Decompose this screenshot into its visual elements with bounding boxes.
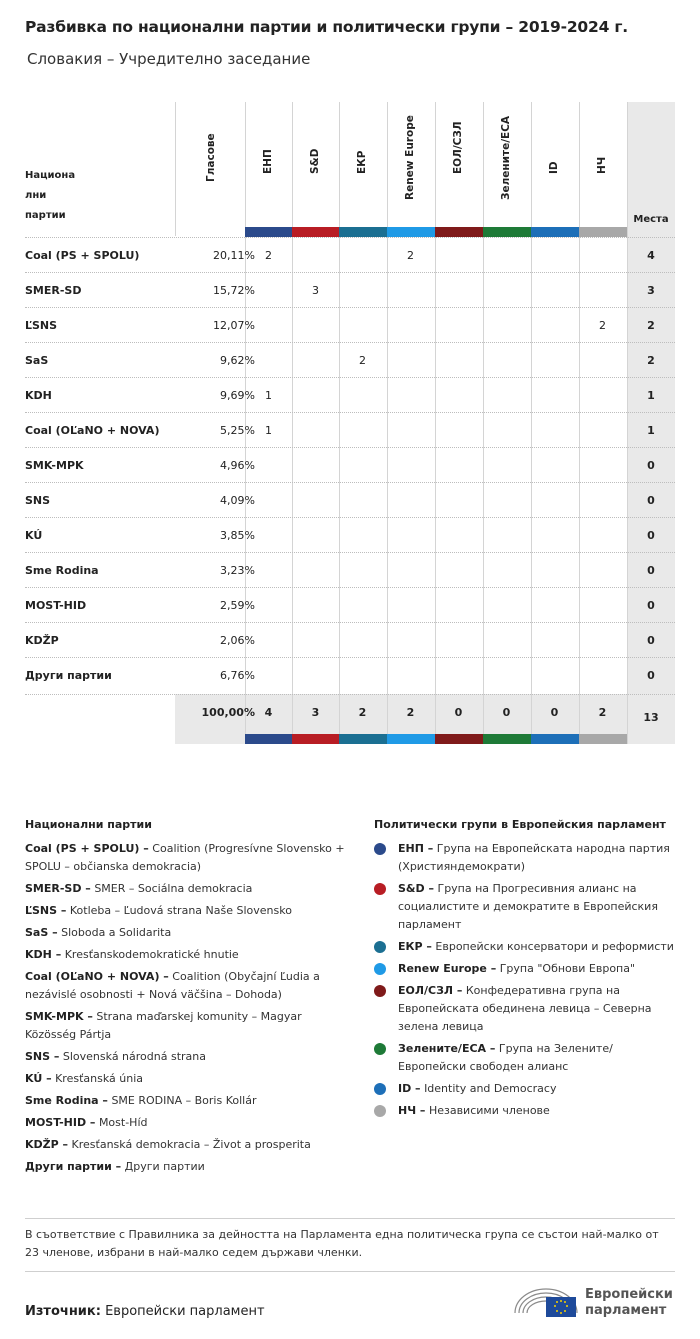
- seat-total: 0: [647, 669, 655, 682]
- group-full-name: Група на Прогресивния алианс на социалистите и демократите в Европейския парламент: [398, 882, 658, 931]
- vote-share: 9,69%: [220, 389, 255, 402]
- vote-share: 5,25%: [220, 424, 255, 437]
- table-row: [25, 307, 675, 342]
- group-abbreviation: Зелените/ЕСА –: [398, 1042, 496, 1055]
- group-color-bar: [483, 734, 531, 744]
- party-name: SMK-MPK: [25, 459, 84, 472]
- vote-share: 4,96%: [220, 459, 255, 472]
- parliament-logo-icon: [513, 1283, 579, 1323]
- group-color-bar: [579, 734, 627, 744]
- total-group-seats: 2: [406, 706, 415, 719]
- group-column-header: Зелените/ЕСА: [500, 115, 512, 200]
- group-color-dot-icon: [374, 1043, 386, 1055]
- total-group-seats: 0: [502, 706, 511, 719]
- seat-total: 0: [647, 564, 655, 577]
- group-full-name: Група "Обнови Европа": [499, 962, 636, 975]
- group-full-name: Независими членове: [428, 1104, 550, 1117]
- party-abbreviation: SNS –: [25, 1050, 60, 1063]
- seats-column-header: Места: [633, 214, 669, 225]
- group-abbreviation: ID –: [398, 1082, 421, 1095]
- group-seat-count: 2: [407, 249, 414, 262]
- group-color-bar: [579, 227, 627, 237]
- party-legend-item: [25, 1136, 345, 1154]
- party-name: SaS: [25, 354, 49, 367]
- group-color-dot-icon: [374, 963, 386, 975]
- parties-legend-title: Национални партии: [25, 818, 152, 831]
- party-legend-item: [25, 840, 345, 876]
- group-seat-count: 2: [359, 354, 366, 367]
- party-full-name: Kresťanská demokracia – Život a prosperita: [71, 1138, 311, 1151]
- party-name: Други партии: [25, 669, 112, 682]
- table-row: [25, 517, 675, 552]
- party-full-name: Kresťanskodemokratické hnutie: [64, 948, 239, 961]
- party-legend-item: [25, 1114, 345, 1132]
- group-abbreviation: ЕНП –: [398, 842, 434, 855]
- party-legend-item: [25, 1158, 345, 1176]
- party-abbreviation: Sme Rodina –: [25, 1094, 108, 1107]
- seat-total: 3: [647, 284, 655, 297]
- party-column-header: Национа лни партии: [25, 170, 76, 221]
- table-row: [25, 342, 675, 377]
- group-color-bar: [245, 227, 293, 237]
- source-label: Източник:: [25, 1304, 101, 1319]
- page-title: Разбивка по национални партии и политически групи – 2019-2024 г.: [25, 18, 628, 36]
- party-legend-item: [25, 1048, 345, 1066]
- party-full-name: Slovenská národná strana: [62, 1050, 206, 1063]
- group-column-header: S&D: [309, 148, 321, 174]
- party-abbreviation: ĽSNS –: [25, 904, 67, 917]
- group-full-name: Европейски консерватори и реформисти: [435, 940, 674, 953]
- source-line: [25, 1304, 265, 1319]
- group-legend-item: [398, 840, 676, 876]
- group-color-bar: [245, 734, 293, 744]
- vote-share: 4,09%: [220, 494, 255, 507]
- party-full-name: Most-Híd: [98, 1116, 148, 1129]
- group-column-header: Renew Europe: [404, 115, 416, 200]
- group-abbreviation: ЕОЛ/СЗЛ –: [398, 984, 463, 997]
- vote-share: 3,23%: [220, 564, 255, 577]
- group-abbreviation: ЕКР –: [398, 940, 432, 953]
- total-group-seats: 2: [598, 706, 607, 719]
- group-legend-item: [398, 938, 676, 956]
- group-legend-item: [398, 960, 676, 978]
- group-color-bar: [387, 734, 435, 744]
- seat-total: 0: [647, 494, 655, 507]
- group-color-bar: [339, 227, 387, 237]
- seat-total: 0: [647, 634, 655, 647]
- group-column-header: ЕОЛ/СЗЛ: [452, 121, 464, 174]
- vote-share: 12,07%: [213, 319, 255, 332]
- totals-row: [25, 694, 675, 734]
- divider: [25, 1271, 675, 1272]
- total-group-seats: 4: [264, 706, 273, 719]
- party-legend-item: [25, 1070, 345, 1088]
- group-column-header: ЕКР: [356, 150, 368, 174]
- party-name: Coal (PS + SPOLU): [25, 249, 140, 262]
- group-full-name: Група на Зелените/ Европейски свободен алианс: [398, 1042, 613, 1073]
- group-color-bar: [435, 227, 483, 237]
- group-color-dot-icon: [374, 1105, 386, 1117]
- party-full-name: Strana maďarskej komunity – Magyar Közösség Pártja: [25, 1010, 302, 1041]
- group-color-bar: [387, 227, 435, 237]
- group-abbreviation: НЧ –: [398, 1104, 426, 1117]
- party-full-name: Kotleba – Ľudová strana Naše Slovensko: [69, 904, 292, 917]
- party-abbreviation: Други партии –: [25, 1160, 122, 1173]
- party-abbreviation: SMER-SD –: [25, 882, 91, 895]
- total-group-seats: 3: [311, 706, 320, 719]
- group-color-bar: [531, 227, 579, 237]
- seat-total: 1: [647, 424, 655, 437]
- total-group-seats: 0: [454, 706, 463, 719]
- table-row: [25, 657, 675, 692]
- group-color-bar: [292, 227, 340, 237]
- party-name: ĽSNS: [25, 319, 58, 332]
- divider: [25, 1218, 675, 1219]
- group-legend-item: [398, 880, 676, 934]
- party-abbreviation: Coal (OĽaNO + NOVA) –: [25, 970, 169, 983]
- vote-share: 9,62%: [220, 354, 255, 367]
- party-legend-item: [25, 968, 345, 1004]
- party-name: KDH: [25, 389, 52, 402]
- table-row: [25, 237, 675, 272]
- party-abbreviation: KDŽP –: [25, 1138, 69, 1151]
- group-color-dot-icon: [374, 843, 386, 855]
- party-abbreviation: SMK-MPK –: [25, 1010, 93, 1023]
- group-full-name: Конфедеративна група на Европейската обединена левица – Северна зелена левица: [398, 984, 652, 1033]
- vote-share: 2,06%: [220, 634, 255, 647]
- total-group-seats: 0: [550, 706, 559, 719]
- table-row: [25, 587, 675, 622]
- group-seat-count: 3: [312, 284, 319, 297]
- vote-share: 20,11%: [213, 249, 255, 262]
- source-value: Европейски парламент: [105, 1304, 265, 1319]
- group-seat-count: 1: [265, 424, 272, 437]
- group-color-dot-icon: [374, 883, 386, 895]
- seat-total: 2: [647, 319, 655, 332]
- seat-total: 0: [647, 529, 655, 542]
- party-legend-item: [25, 880, 345, 898]
- group-abbreviation: Renew Europe –: [398, 962, 497, 975]
- party-full-name: SME RODINA – Boris Kollár: [111, 1094, 257, 1107]
- group-seat-count: 1: [265, 389, 272, 402]
- total-seats: 13: [643, 711, 659, 724]
- group-column-header: НЧ: [596, 156, 608, 174]
- group-color-bar: [435, 734, 483, 744]
- party-legend-item: [25, 902, 345, 920]
- group-full-name: Група на Европейската народна партия (Християндемократи): [398, 842, 670, 873]
- european-parliament-logo: [513, 1283, 675, 1323]
- party-full-name: Други партии: [124, 1160, 205, 1173]
- party-name: KÚ: [25, 529, 43, 542]
- table-row: [25, 377, 675, 412]
- group-color-bar: [531, 734, 579, 744]
- party-name: KDŽP: [25, 634, 59, 647]
- group-legend-item: [398, 1080, 676, 1098]
- party-abbreviation: MOST-HID –: [25, 1116, 96, 1129]
- party-full-name: Sloboda a Solidarita: [61, 926, 172, 939]
- seat-total: 0: [647, 599, 655, 612]
- logo-text: Европейски парламент: [585, 1287, 673, 1318]
- group-column-header: ЕНП: [262, 149, 274, 174]
- party-legend-item: [25, 924, 345, 942]
- party-name: Coal (OĽaNO + NOVA): [25, 424, 160, 437]
- party-abbreviation: Coal (PS + SPOLU) –: [25, 842, 149, 855]
- group-abbreviation: S&D –: [398, 882, 434, 895]
- party-abbreviation: SaS –: [25, 926, 58, 939]
- party-abbreviation: KDH –: [25, 948, 62, 961]
- total-vote-share: 100,00%: [201, 706, 255, 719]
- party-abbreviation: KÚ –: [25, 1072, 52, 1085]
- party-legend-item: [25, 1092, 345, 1110]
- seat-total: 0: [647, 459, 655, 472]
- party-full-name: SMER – Sociálna demokracia: [94, 882, 253, 895]
- party-name: MOST-HID: [25, 599, 87, 612]
- group-seat-count: 2: [265, 249, 272, 262]
- table-row: [25, 412, 675, 447]
- group-color-dot-icon: [374, 941, 386, 953]
- party-full-name: Coalition (Progresívne Slovensko + SPOLU – občianska demokracia): [25, 842, 345, 873]
- party-name: SMER-SD: [25, 284, 82, 297]
- group-color-dot-icon: [374, 1083, 386, 1095]
- party-name: Sme Rodina: [25, 564, 99, 577]
- table-row: [25, 552, 675, 587]
- group-color-dot-icon: [374, 985, 386, 997]
- group-seat-count: 2: [599, 319, 606, 332]
- table-row: [25, 447, 675, 482]
- groups-legend-title: Политически групи в Европейския парламент: [374, 818, 666, 831]
- party-legend-item: [25, 1008, 345, 1044]
- vote-share: 3,85%: [220, 529, 255, 542]
- seat-total: 4: [647, 249, 655, 262]
- group-color-bar: [339, 734, 387, 744]
- table-row: [25, 482, 675, 517]
- page-subtitle: Словакия – Учредително заседание: [27, 50, 311, 68]
- party-full-name: Coalition (Obyčajní Ľudia a nezávislé osobnosti + Nová väčšina – Dohoda): [25, 970, 320, 1001]
- party-legend-item: [25, 946, 345, 964]
- party-name: SNS: [25, 494, 51, 507]
- group-legend-item: [398, 1102, 676, 1120]
- table-row: [25, 622, 675, 657]
- group-legend-item: [398, 982, 676, 1036]
- group-column-header: ID: [548, 161, 560, 174]
- group-legend-item: [398, 1040, 676, 1076]
- total-group-seats: 2: [358, 706, 367, 719]
- group-full-name: Identity and Democracy: [424, 1082, 557, 1095]
- group-color-bar: [292, 734, 340, 744]
- group-color-bar: [483, 227, 531, 237]
- vote-share: 15,72%: [213, 284, 255, 297]
- vote-share: 2,59%: [220, 599, 255, 612]
- seat-total: 2: [647, 354, 655, 367]
- seat-total: 1: [647, 389, 655, 402]
- party-full-name: Kresťanská únia: [55, 1072, 143, 1085]
- vote-share: 6,76%: [220, 669, 255, 682]
- table-row: [25, 272, 675, 307]
- votes-column-header: Гласове: [205, 133, 217, 182]
- column-divider: [175, 102, 176, 236]
- footnote: В съответствие с Правилника за дейността на Парламента една политическа група се състои най-малко от 23 членове, избрани в най-малко седем държави членки.: [25, 1228, 659, 1259]
